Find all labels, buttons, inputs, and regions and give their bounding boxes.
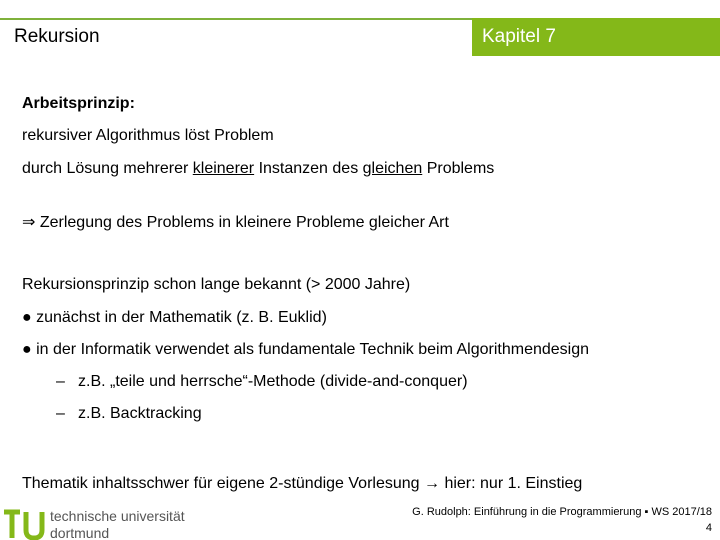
heading-arbeitsprinzip: Arbeitsprinzip:	[22, 95, 135, 112]
text-line-2-suffix: Problems	[422, 160, 495, 177]
chapter-label: Kapitel 7	[482, 26, 556, 47]
logo-line-1: technische universität	[50, 508, 185, 524]
slide-header	[0, 0, 720, 56]
slide-title: Rekursion	[14, 26, 100, 47]
sub-bullet-backtracking	[56, 405, 202, 423]
logo-line-2: dortmund	[50, 525, 110, 540]
underlined-kleinerer: kleinerer	[192, 160, 255, 177]
dash-bullet: –	[56, 405, 65, 422]
principle-line: Rekursionsprinzip schon lange bekannt (> 2000 Jahre)	[22, 276, 411, 293]
sub-bullet-2-text: z.B. Backtracking	[78, 405, 202, 422]
slide-footer	[0, 500, 720, 540]
text-line-1: rekursiver Algorithmus löst Problem	[22, 127, 274, 144]
text-line-2-prefix: durch Lösung mehrerer	[22, 160, 193, 177]
bullet-informatik: ● in der Informatik verwendet als fundamentale Technik beim Algorithmendesign	[22, 341, 590, 358]
logo-text	[50, 508, 185, 540]
text-line-2	[22, 160, 494, 178]
tu-logo-icon	[2, 504, 48, 540]
chapter-bar	[472, 18, 720, 56]
sub-bullet-1-text: z.B. „teile und herrsche“-Methode (divide-and-conquer)	[78, 373, 468, 390]
text-line-2-mid: Instanzen des	[254, 160, 363, 177]
page-number: 4	[705, 522, 712, 534]
bullet-mathematik: ● zunächst in der Mathematik (z. B. Euklid)	[22, 309, 327, 326]
author-course: G. Rudolph: Einführung in die Programmierung ▪ WS 2017/18	[412, 506, 712, 518]
implication-line: ⇒ Zerlegung des Problems in kleinere Probleme gleicher Art	[22, 214, 449, 231]
conclusion-line: Thematik inhaltsschwer für eigene 2-stündige Vorlesung → hier: nur 1. Einstieg	[22, 475, 583, 492]
underlined-gleichen: gleichen	[362, 160, 423, 177]
dash-bullet: –	[56, 373, 65, 390]
sub-bullet-divide-conquer	[56, 373, 468, 391]
footer-info	[412, 504, 712, 536]
tu-dortmund-logo	[2, 504, 192, 540]
